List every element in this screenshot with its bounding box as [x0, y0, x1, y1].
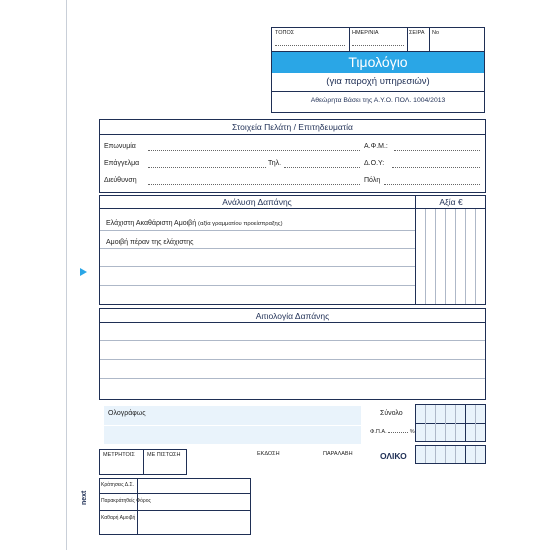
- city-field[interactable]: [384, 184, 480, 185]
- phone-field[interactable]: [284, 167, 360, 168]
- afm-field[interactable]: [394, 150, 480, 151]
- customer-name-field[interactable]: [148, 150, 360, 151]
- doy-field[interactable]: [392, 167, 480, 168]
- number-label: Νο: [432, 30, 440, 36]
- cost-analysis-box: [99, 195, 486, 305]
- invoice-subtitle: (για παροχή υπηρεσιών): [326, 76, 430, 87]
- tax-withheld-label: Παρακράτηθείς Φόρος: [101, 498, 151, 504]
- issue-label: ΕΚΔΟΣΗ: [257, 451, 280, 457]
- extra-fee-label: Αμοιβή πέραν της ελάχιστης: [106, 239, 194, 246]
- customer-name-label: Επωνυμία: [104, 143, 136, 150]
- sum-label: Σύνολο: [380, 410, 403, 417]
- city-label: Πόλη: [364, 177, 381, 184]
- justification-heading: Αιτιολογία Δαπάνης: [255, 311, 330, 321]
- date-label: ΗΜΕΡ/ΝΙΑ: [352, 30, 379, 36]
- receipt-label: ΠΑΡΑΛΑΒΗ: [323, 451, 353, 457]
- value-heading: Αξία €: [439, 197, 463, 207]
- arrow-marker-icon: [80, 268, 87, 276]
- vat-label: Φ.Π.Α. %: [370, 429, 415, 435]
- page-margin-line: [66, 0, 67, 550]
- profession-field[interactable]: [148, 167, 266, 168]
- afm-label: Α.Φ.Μ.:: [364, 143, 388, 150]
- withholding-label: Κράτησεις Δ.Σ.: [101, 482, 134, 488]
- address-label: Διεύθυνση: [104, 177, 137, 184]
- invoice-title: Τιμολόγιο: [348, 54, 408, 70]
- grand-total-label: ΟΛΙΚΟ: [380, 451, 407, 461]
- credit-label: ΜΕ ΠΙΣΤΩΣΗ: [147, 452, 181, 458]
- doy-label: Δ.Ο.Υ:: [364, 160, 385, 167]
- place-label: ΤΟΠΟΣ: [275, 30, 295, 36]
- legal-note: Αθεώρητα Βάσει της Α.Υ.Ο. ΠΟΛ. 1004/2013: [310, 97, 446, 104]
- series-label: ΣΕΙΡΑ: [409, 30, 425, 36]
- cash-label: ΜΕΤΡΗΤΟΙΣ: [103, 452, 135, 458]
- min-fee-label: Ελάχιστη Ακαθάριστη Αμοιβή (αξία γραμματίου προείσπραξης): [106, 220, 283, 227]
- profession-label: Επάγγελμα: [104, 160, 140, 167]
- net-fee-label: Καθαρή Αμοιβή: [101, 515, 136, 521]
- customer-heading: Στοιχεία Πελάτη / Επιτηδευματία: [232, 122, 353, 132]
- words-label: Ολογράφως: [108, 410, 146, 417]
- analysis-heading: Ανάλυση Δαπάνης: [222, 197, 292, 207]
- brand-logo: next: [81, 490, 88, 505]
- address-field[interactable]: [148, 184, 360, 185]
- phone-label: Τηλ.: [268, 160, 282, 167]
